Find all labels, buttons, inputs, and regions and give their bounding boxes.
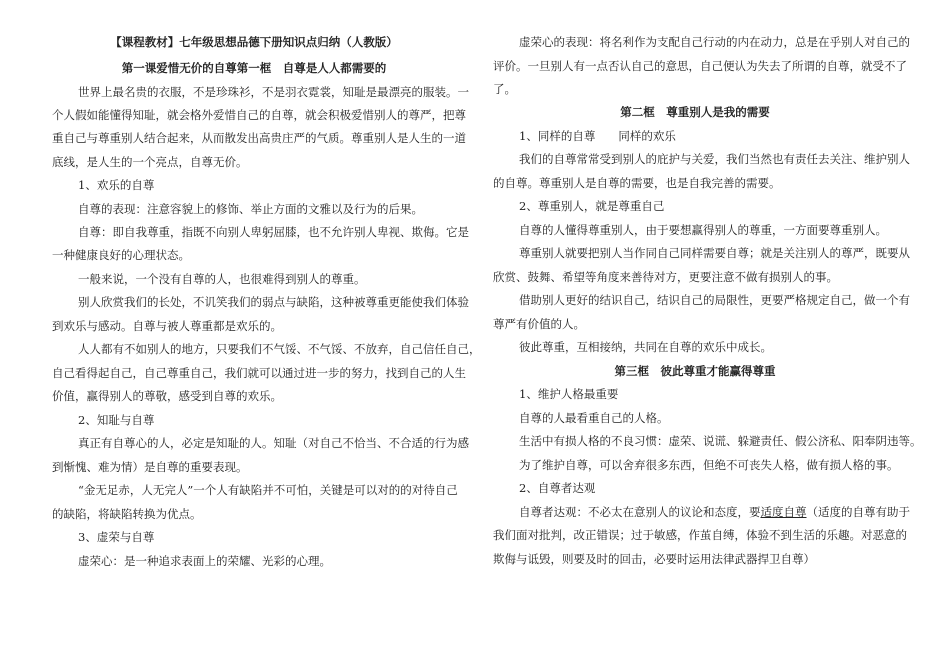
paragraph-line: 自己看得起自己，自己尊重自己，我们就可以通过进一步的努力，找到自己的人生 [52, 366, 466, 380]
paragraph-line: 底线，是人生的一个亮点，自尊无价。 [52, 155, 248, 169]
paragraph-line: 为了维护自尊，可以舍弃很多东西，但绝不可丧失人格，做有损人格的事。 [519, 458, 899, 472]
paragraph-line: 别人欣赏我们的长处，不讥笑我们的弱点与缺陷，这种被尊重更能使我们体验 [78, 295, 469, 309]
paragraph-line [519, 504, 910, 520]
document-title: 【课程教材】七年级思想品德下册知识点归纳（人教版） [110, 35, 398, 49]
paragraph-line: 自尊的人最看重自己的人格。 [519, 411, 669, 425]
paragraph-line: 尊重别人就要把别人当作同自己同样需要自尊；就是关注别人的尊严，既要从 [519, 246, 910, 260]
section-heading: 3、虚荣与自尊 [78, 530, 155, 544]
paragraph-line: 真正有自尊心的人，必定是知耻的人。知耻（对自己不恰当、不合适的行为感 [78, 436, 469, 450]
paragraph-line: 一种健康良好的心理状态。 [52, 248, 190, 262]
underlined-term: 适度自尊 [760, 505, 807, 519]
paragraph-line: 到欢乐与感动。自尊与被人尊重都是欢乐的。 [52, 319, 282, 333]
paragraph-line: 一般来说，一个没有自尊的人，也很难得到别人的尊重。 [78, 272, 366, 286]
paragraph-line: 评价。一旦别人有一点否认自己的意思，自己便认为失去了所谓的自尊，就受不了 [493, 59, 907, 73]
paragraph-line: 欺侮与诋毁，则要及时的回击，必要时运用法律武器捍卫自尊） [493, 552, 815, 566]
paragraph-line: 尊严有价值的人。 [493, 317, 585, 331]
paragraph-line: 的自尊。尊重别人是自尊的需要，也是自我完善的需要。 [493, 176, 781, 190]
paragraph-line: “金无足赤，人无完人”一个人有缺陷并不可怕，关键是可以对的的对待自己 [78, 483, 458, 497]
paragraph-line: 价值，赢得别人的尊敬，感受到自尊的欢乐。 [52, 389, 282, 403]
section-heading: 1、维护人格最重要 [519, 387, 619, 401]
paragraph-line: 重自己与尊重别人结合起来，从而散发出高贵庄严的气质。尊重别人是人生的一道 [52, 131, 466, 145]
frame-heading-2: 第二框 尊重别人是我的需要 [620, 105, 770, 119]
section-heading: 2、自尊者达观 [519, 481, 596, 495]
text-segment: （适度的自尊有助于 [806, 505, 910, 519]
paragraph-line: 自尊：即自我尊重，指既不向别人卑躬屈膝，也不允许别人卑视、欺侮。它是 [78, 225, 469, 239]
paragraph-line: 了。 [493, 82, 516, 96]
paragraph-line: 自尊的表现：注意容貌上的修饰、举止方面的文雅以及行为的后果。 [78, 202, 423, 216]
section-heading: 2、知耻与自尊 [78, 413, 155, 427]
paragraph-line: 的缺陷，将缺陷转换为优点。 [52, 507, 202, 521]
paragraph-line: 自尊的人懂得尊重别人，由于要想赢得别人的尊重，一方面要尊重别人。 [519, 223, 887, 237]
paragraph-line: 人人都有不如别人的地方，只要我们不气馁、不气馁、不放弃，自己信任自己， [78, 342, 481, 356]
text-segment: 自尊者达观：不必太在意别人的议论和态度，要 [519, 505, 761, 519]
paragraph-line: 欣赏、鼓舞、希望等角度来善待对方，更要注意不做有损别人的事。 [493, 270, 838, 284]
frame-heading-3: 第三框 彼此尊重才能赢得尊重 [614, 364, 776, 378]
section-heading: 1、同样的自尊 同样的欢乐 [519, 129, 676, 143]
lesson-heading: 第一课爱惜无价的自尊第一框 自尊是人人都需要的 [121, 61, 387, 75]
paragraph-line: 虚荣心的表现：将名利作为支配自己行动的内在动力，总是在乎别人对自己的 [519, 35, 910, 49]
paragraph-line: 虚荣心：是一种追求表面上的荣耀、光彩的心理。 [78, 554, 331, 568]
paragraph-line: 个人假如能懂得知耻，就会格外爱惜自己的自尊，就会积极爱惜别人的尊严，把尊 [52, 108, 466, 122]
paragraph-line: 彼此尊重，互相接纳，共同在自尊的欢乐中成长。 [519, 340, 772, 354]
paragraph-line: 我们面对批判，改正错误；过于敏感，作茧自缚，体验不到生活的乐趣。对恶意的 [493, 528, 907, 542]
paragraph-line: 世界上最名贵的衣服，不是珍珠衫，不是羽衣霓裳，知耻是最漂亮的服装。一 [78, 85, 469, 99]
paragraph-line: 借助别人更好的结识自己，结识自己的局限性，更要严格规定自己，做一个有 [519, 293, 910, 307]
paragraph-line: 到惭愧、难为情）是自尊的重要表现。 [52, 460, 248, 474]
section-heading: 2、尊重别人，就是尊重自己 [519, 199, 665, 213]
paragraph-line: 我们的自尊常常受到别人的庇护与关爱，我们当然也有责任去关注、维护别人 [519, 152, 910, 166]
section-heading: 1、欢乐的自尊 [78, 178, 155, 192]
paragraph-line: 生活中有损人格的不良习惯：虚荣、说谎、躲避责任、假公济私、阳奉阴违等。 [519, 434, 922, 448]
